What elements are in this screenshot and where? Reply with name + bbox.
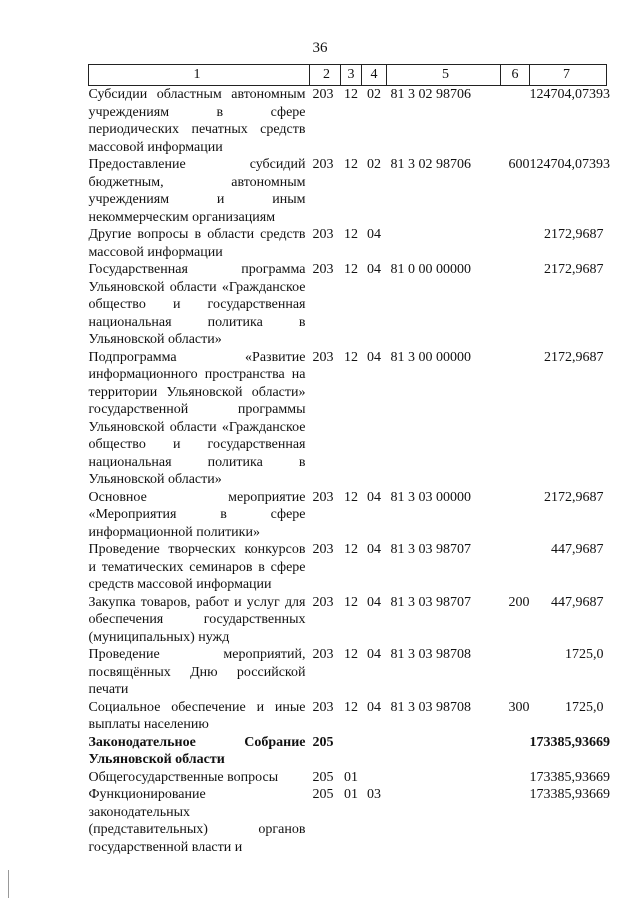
row-csr-code: 81 0 00 00000	[390, 262, 471, 277]
row-csr-code: 81 3 03 98707	[390, 594, 471, 610]
row-csr-code: 81 3 02 98706	[390, 157, 471, 172]
column-header-2: 2	[310, 65, 341, 86]
row-gr-code: 203	[312, 699, 334, 715]
row-csr-code: 81 3 02 98706	[390, 87, 471, 102]
row-sum: 2172,9687	[544, 262, 604, 277]
row-gr-code: 203	[312, 157, 334, 172]
row-name: Другие вопросы в области средств массовой информации	[88, 227, 306, 260]
row-vr-code	[501, 541, 530, 594]
row-sum: 173385,93669	[529, 769, 610, 785]
row-name: Социальное обеспечение и иные выплаты населению	[88, 699, 306, 732]
table-row	[89, 769, 607, 787]
row-csr-code	[387, 226, 501, 261]
table-body	[88, 86, 610, 857]
row-sum: 173385,93669	[529, 734, 610, 750]
row-csr-code: 81 3 00 00000	[390, 349, 471, 365]
row-vr-code	[501, 734, 530, 769]
row-sum: 2172,9687	[544, 227, 604, 242]
column-header-6: 6	[501, 65, 530, 86]
table-row	[89, 734, 607, 769]
row-gr-code: 203	[312, 647, 334, 662]
row-gr-code: 203	[312, 349, 334, 365]
row-sum: 124704,07393	[529, 157, 610, 172]
row-pr-code: 04	[367, 349, 381, 365]
table-row	[89, 699, 607, 734]
table-row	[89, 541, 607, 594]
table-row	[89, 226, 607, 261]
row-vr-code: 600	[508, 157, 530, 172]
row-csr-code: 81 3 03 98707	[390, 542, 471, 557]
column-header-7: 7	[530, 65, 607, 86]
table-row	[89, 156, 607, 226]
row-name: Законодательное Собрание Ульяновской области	[88, 734, 306, 767]
row-rz-code: 12	[344, 647, 358, 662]
row-name: Функционирование законодательных (представительных) органов государственной власти и	[88, 787, 306, 855]
row-rz-code: 12	[344, 489, 358, 505]
page-number: 36	[312, 40, 328, 56]
table-row	[89, 349, 607, 489]
row-name: Подпрограмма «Развитие информационного пространства на территории Ульяновской области» государственной программы Ульяновской области «Гражданское общество и государственная национальная политика в Ульяновской области»	[88, 349, 306, 487]
row-vr-code	[501, 226, 530, 261]
row-pr-code: 04	[367, 699, 381, 715]
row-gr-code: 203	[312, 594, 334, 610]
row-csr-code	[387, 769, 501, 787]
row-pr-code	[362, 734, 387, 769]
row-name: Проведение мероприятий, посвящённых Дню российской печати	[88, 647, 306, 697]
row-rz-code: 12	[344, 349, 358, 365]
row-sum: 447,9687	[551, 594, 604, 610]
row-rz-code: 12	[344, 227, 358, 242]
row-rz-code: 12	[344, 594, 358, 610]
row-csr-code: 81 3 03 98708	[390, 699, 471, 715]
row-csr-code	[387, 786, 501, 856]
row-pr-code: 04	[367, 227, 381, 242]
row-name: Основное мероприятие «Мероприятия в сфере информационной политики»	[88, 489, 306, 540]
table-header-row	[89, 65, 607, 86]
row-sum: 2172,9687	[544, 489, 604, 505]
row-csr-code: 81 3 03 98708	[390, 647, 471, 662]
row-pr-code: 03	[367, 787, 381, 802]
table-row	[89, 261, 607, 349]
table-row	[89, 594, 607, 647]
row-name: Субсидии областным автономным учреждениям в сфере периодических печатных средств массовой информации	[88, 87, 306, 155]
row-gr-code: 205	[312, 734, 334, 750]
row-vr-code	[501, 769, 530, 787]
row-pr-code: 04	[367, 647, 381, 662]
row-rz-code: 12	[344, 157, 358, 172]
budget-table	[88, 64, 610, 856]
row-pr-code: 04	[367, 594, 381, 610]
row-rz-code: 12	[344, 262, 358, 277]
column-header-1: 1	[89, 65, 310, 86]
row-pr-code: 04	[367, 262, 381, 277]
row-vr-code	[501, 646, 530, 699]
row-rz-code: 01	[344, 769, 358, 785]
row-pr-code	[362, 769, 387, 787]
row-pr-code: 04	[367, 489, 381, 505]
row-gr-code: 203	[312, 227, 334, 242]
row-rz-code: 12	[344, 542, 358, 557]
row-sum: 173385,93669	[529, 787, 610, 802]
row-sum: 2172,9687	[544, 349, 604, 365]
table-row	[89, 489, 607, 542]
row-vr-code	[501, 786, 530, 856]
row-pr-code: 02	[367, 87, 381, 102]
row-gr-code: 203	[312, 542, 334, 557]
row-vr-code	[501, 489, 530, 542]
row-sum: 447,9687	[551, 542, 604, 557]
row-gr-code: 205	[312, 787, 334, 802]
row-csr-code	[387, 734, 501, 769]
column-header-4: 4	[362, 65, 387, 86]
row-vr-code: 300	[508, 699, 530, 715]
row-gr-code: 205	[312, 769, 334, 785]
table-row	[89, 86, 607, 157]
row-vr-code	[501, 349, 530, 489]
row-sum: 1725,0	[565, 699, 604, 715]
column-header-5: 5	[387, 65, 501, 86]
row-sum: 124704,07393	[529, 87, 610, 102]
table-row	[89, 646, 607, 699]
row-pr-code: 02	[367, 157, 381, 172]
column-header-3: 3	[341, 65, 362, 86]
row-name: Государственная программа Ульяновской области «Гражданское общество и государственная национальная политика в Ульяновской области»	[88, 262, 306, 347]
row-rz-code: 01	[344, 787, 358, 802]
row-csr-code: 81 3 03 00000	[390, 489, 471, 505]
row-sum: 1725,0	[565, 647, 604, 662]
row-name: Общегосударственные вопросы	[88, 769, 279, 785]
table-row	[89, 786, 607, 856]
row-vr-code	[501, 261, 530, 349]
row-name: Закупка товаров, работ и услуг для обеспечения государственных (муниципальных) нужд	[88, 594, 306, 645]
margin-divider	[8, 870, 9, 898]
row-name: Предоставление субсидий бюджетным, автономным учреждениям и иным некоммерческим организациям	[88, 157, 306, 225]
row-name: Проведение творческих конкурсов и тематических семинаров в сфере средств массовой информации	[88, 542, 306, 592]
row-gr-code: 203	[312, 87, 334, 102]
row-vr-code: 200	[508, 594, 530, 610]
row-gr-code: 203	[312, 489, 334, 505]
row-rz-code: 12	[344, 699, 358, 715]
row-pr-code: 04	[367, 542, 381, 557]
row-rz-code	[341, 734, 362, 769]
row-rz-code: 12	[344, 87, 358, 102]
row-vr-code	[501, 86, 530, 157]
row-gr-code: 203	[312, 262, 334, 277]
